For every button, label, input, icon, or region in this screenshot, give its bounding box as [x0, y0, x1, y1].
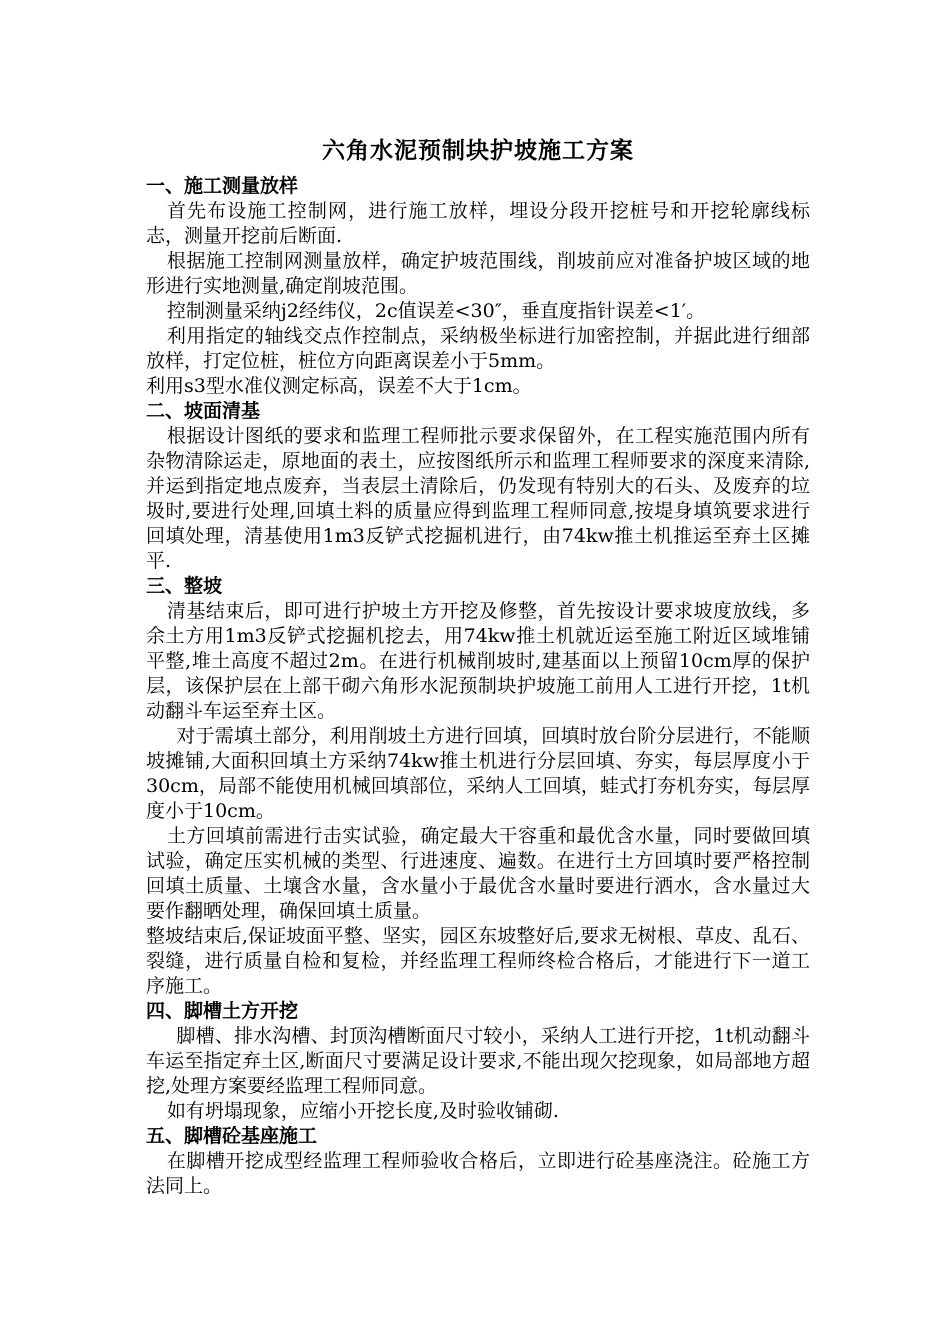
- section-heading: 五、脚槽砼基座施工: [146, 1125, 318, 1147]
- section-heading: 三、整坡: [146, 575, 223, 597]
- paragraph: 利用s3型水准仪测定标高，误差不大于1cm。: [146, 375, 532, 397]
- paragraph: 在脚槽开挖成型经监理工程师验收合格后，立即进行砼基座浇注。砼施工方法同上。: [146, 1150, 810, 1197]
- paragraph: 对于需填土部分，利用削坡土方进行回填，回填时放台阶分层进行，不能顺坡摊铺,大面积回填土方采纳74kw推土机进行分层回填、夯实，每层厚度小于30cm，局部不能使用机械回填部位，采纳人工回填，蛙式打夯机夯实，每层厚度小于10cm。: [146, 725, 810, 822]
- paragraph: 整坡结束后,保证坡面平整、坚实，园区东坡整好后,要求无树根、草皮、乱石、裂缝，进行质量自检和复检，并经监理工程师终检合格后，才能进行下一道工序施工。: [146, 925, 810, 997]
- section-heading: 一、施工测量放样: [146, 175, 299, 197]
- section-survey: [146, 174, 810, 399]
- paragraph: 脚槽、排水沟槽、封顶沟槽断面尺寸较小，采纳人工进行开挖，1t机动翻斗车运至指定弃土区,断面尺寸要满足设计要求,不能出现欠挖现象，如局部地方超挖,处理方案要经监理工程师同意。: [146, 1025, 810, 1097]
- paragraph: 根据施工控制网测量放样，确定护坡范围线，削坡前应对准备护坡区域的地形进行实地测量,确定削坡范围。: [146, 250, 810, 297]
- section-clearing: [146, 399, 810, 574]
- section-heading: 二、坡面清基: [146, 400, 261, 422]
- paragraph: 利用指定的轴线交点作控制点，采纳极坐标进行加密控制，并据此进行细部放样，打定位桩，桩位方向距离误差小于5mm。: [146, 325, 810, 372]
- paragraph: 土方回填前需进行击实试验，确定最大干容重和最优含水量，同时要做回填试验，确定压实机械的类型、行进速度、遍数。在进行土方回填时要严格控制回填土质量、土壤含水量，含水量小于最优含水量时要进行洒水，含水量过大要作翻晒处理，确保回填土质量。: [146, 825, 810, 922]
- paragraph: 清基结束后，即可进行护坡土方开挖及修整，首先按设计要求坡度放线，多余土方用1m3反铲式挖掘机挖去，用74kw推土机就近运至施工附近区域堆铺平整,堆土高度不超过2m。在进行机械削坡时,建基面以上预留10cm厚的保护层，该保护层在上部干砌六角形水泥预制块护坡施工前用人工进行开挖，1t机动翻斗车运至弃土区。: [146, 600, 810, 722]
- document-title: 六角水泥预制块护坡施工方案: [322, 137, 634, 164]
- section-heading: 四、脚槽土方开挖: [146, 1000, 299, 1022]
- paragraph: 根据设计图纸的要求和监理工程师批示要求保留外，在工程实施范围内所有杂物清除运走，原地面的表土，应按图纸所示和监理工程师要求的深度来清除,并运到指定地点废弃，当表层土清除后，仍发现有特别大的石头、及废弃的垃圾时,要进行处理,回填土料的质量应得到监理工程师同意,按堤身填筑要求进行回填处理，清基使用1m3反铲式挖掘机进行，由74kw推土机推运至弃土区摊平.: [146, 425, 810, 572]
- section-concrete-base: [146, 1124, 810, 1199]
- paragraph: 控制测量采纳j2经纬仪，2c值误差<30″，垂直度指针误差<1′。: [166, 300, 706, 322]
- paragraph: 首先布设施工控制网，进行施工放样，埋设分段开挖桩号和开挖轮廓线标志，测量开挖前后断面.: [146, 200, 810, 247]
- document-body: [146, 134, 810, 1199]
- section-trench-excavation: [146, 999, 810, 1124]
- section-slope-trimming: [146, 574, 810, 999]
- paragraph: 如有坍塌现象，应缩小开挖长度,及时验收铺砌.: [166, 1100, 559, 1122]
